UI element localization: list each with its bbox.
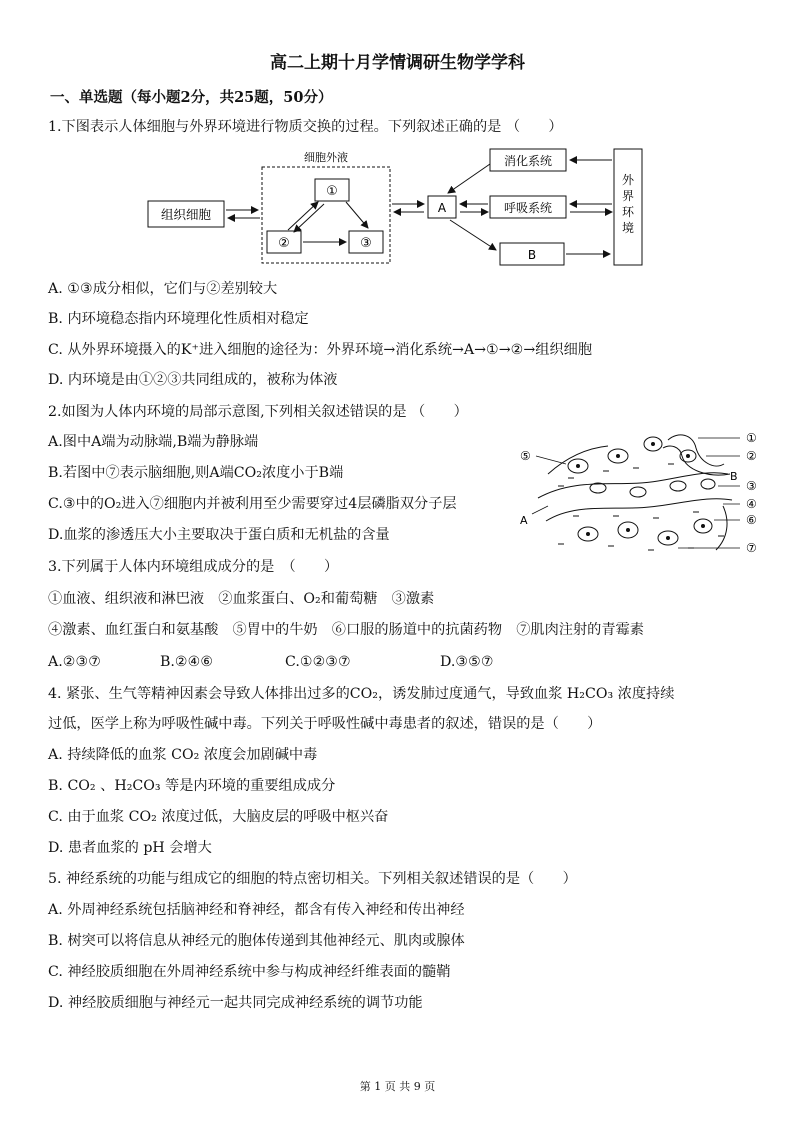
box-1-label: ①: [326, 184, 338, 199]
q5-option-c: C. 神经胶质细胞在外周神经系统中参与构成神经纤维表面的髓鞘: [48, 964, 451, 980]
external-char-3: 环: [621, 205, 635, 219]
q1-option-b: B. 内环境稳态指内环境理化性质相对稳定: [48, 311, 309, 327]
q2-label-1: ①: [746, 431, 757, 445]
q3-option-a: A.②③⑦: [48, 654, 101, 670]
extracellular-label: 细胞外液: [304, 151, 348, 164]
external-char-1: 外: [621, 173, 635, 187]
q1-option-d: D. 内环境是由①②③共同组成的，被称为体液: [48, 372, 338, 388]
q2-label-5: ⑤: [520, 449, 531, 463]
digestive-label: 消化系统: [503, 154, 553, 168]
q4-option-c: C. 由于血浆 CO₂ 浓度过低，大脑皮层的呼吸中枢兴奋: [48, 809, 389, 825]
tissue-region: [538, 435, 730, 555]
section-heading: 一、单选题（每小题2分，共25题，50分）: [50, 89, 333, 106]
q5-option-b: B. 树突可以将信息从神经元的胞体传递到其他神经元、肌肉或腺体: [48, 933, 465, 949]
q4-stem-2: 过低，医学上称为呼吸性碱中毒。下列关于呼吸性碱中毒患者的叙述，错误的是（ ）: [48, 716, 602, 732]
q3-row-1: ①血液、组织液和淋巴液 ②血浆蛋白、O₂和葡萄糖 ③激素: [48, 591, 435, 607]
box-3-label: ③: [360, 236, 372, 251]
q5-option-a: A. 外周神经系统包括脑神经和脊神经，都含有传入神经和传出神经: [48, 902, 465, 918]
q2-option-a: A.图中A端为动脉端,B端为静脉端: [48, 434, 259, 450]
q4-option-a: A. 持续降低的血浆 CO₂ 浓度会加剧碱中毒: [48, 747, 318, 763]
q4-stem-1: 4. 紧张、生气等精神因素会导致人体排出过多的CO₂，诱发肺过度通气，导致血浆 H₂CO₃ 浓度持续: [48, 686, 675, 702]
q2-diagram: [518, 426, 758, 564]
q2-label-a: A: [520, 514, 528, 527]
q3-option-b: B.②④⑥: [160, 654, 214, 670]
box-2-label: ②: [278, 236, 290, 251]
q2-label-3: ③: [746, 479, 757, 493]
q4-option-b: B. CO₂ 、H₂CO₃ 等是内环境的重要组成成分: [48, 778, 336, 794]
tissue-cell-label: 组织细胞: [160, 207, 212, 222]
q2-option-d: D.血浆的渗透压大小主要取决于蛋白质和无机盐的含量: [48, 527, 390, 543]
q2-label-4: ④: [746, 497, 757, 511]
q2-label-2: ②: [746, 449, 757, 463]
q3-stem: 3.下列属于人体内环境组成成分的是 （ ）: [48, 559, 339, 575]
page-title: 高二上期十月学情调研生物学学科: [270, 53, 525, 73]
q3-option-d: D.③⑤⑦: [440, 654, 494, 670]
q3-row-2: ④激素、血红蛋白和氨基酸 ⑤胃中的牛奶 ⑥口服的肠道中的抗菌药物 ⑦肌肉注射的青霉素: [48, 622, 644, 638]
q4-option-d: D. 患者血浆的 pH 会增大: [48, 840, 212, 856]
q1-diagram: [140, 146, 650, 272]
q1-option-a: A. ①③成分相似，它们与②差别较大: [48, 281, 278, 297]
q1-option-c: C. 从外界环境摄入的K⁺进入细胞的途径为：外界环境→消化系统→A→①→②→组织细胞: [48, 342, 593, 358]
box-b-label: B: [527, 248, 537, 262]
page-footer: 第 1 页 共 9 页: [359, 1080, 436, 1093]
external-char-2: 界: [621, 189, 635, 203]
q2-label-6: ⑥: [746, 513, 757, 527]
q2-stem: 2.如图为人体内环境的局部示意图,下列相关叙述错误的是 （ ）: [48, 404, 468, 420]
q1-stem: 1.下图表示人体细胞与外界环境进行物质交换的过程。下列叙述正确的是 （ ）: [48, 119, 563, 135]
q2-option-c: C.③中的O₂进入⑦细胞内并被利用至少需要穿过4层磷脂双分子层: [48, 496, 457, 512]
q5-stem: 5. 神经系统的功能与组成它的细胞的特点密切相关。下列相关叙述错误的是（ ）: [48, 871, 577, 887]
external-char-4: 境: [621, 221, 635, 235]
q2-label-b: B: [730, 470, 738, 483]
q2-label-7: ⑦: [746, 541, 757, 555]
q5-option-d: D. 神经胶质细胞与神经元一起共同完成神经系统的调节功能: [48, 995, 423, 1011]
q2-option-b: B.若图中⑦表示脑细胞,则A端CO₂浓度小于B端: [48, 465, 344, 481]
q3-option-c: C.①②③⑦: [285, 654, 351, 670]
respiratory-label: 呼吸系统: [503, 201, 553, 215]
box-a-label: A: [437, 201, 447, 215]
